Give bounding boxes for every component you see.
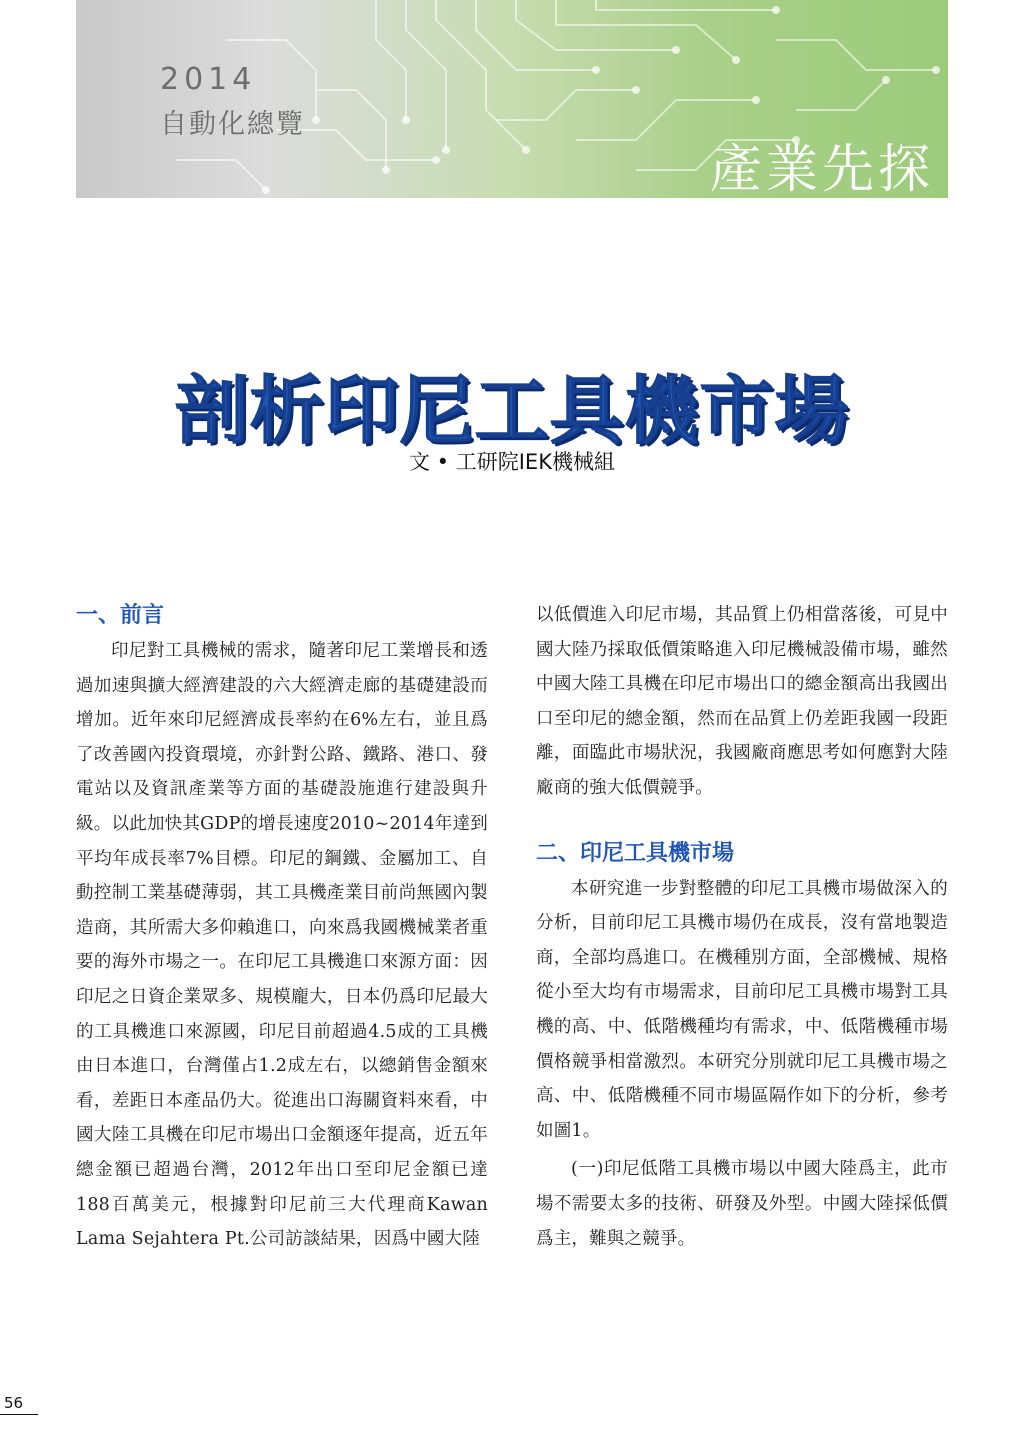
left-column (76, 598, 488, 1257)
section-label: 產業先探 (709, 142, 934, 198)
section-gap (536, 806, 948, 836)
article-title: 剖析印尼工具機市場 (174, 368, 850, 454)
market-paragraph-1: 本研究進一步對整體的印尼工具機市場做深入的分析，目前印尼工具機市場仍在成長，沒有當地製造商，全部均爲進口。在機種別方面，全部機械、規格從小至大均有市場需求，目前印尼工具機市場對工具機的高、中、低階機種均有需求，中、低階機種市場價格競爭相當激烈。本研究分別就印尼工具機市場之高、中、低階機種不同市場區隔作如下的分析，參考如圖1。 (536, 878, 948, 1141)
header-banner (76, 0, 948, 198)
page-number: 56 (0, 1394, 38, 1415)
intro-paragraph: 印尼對工具機械的需求，隨著印尼工業增長和透過加速與擴大經濟建設的六大經濟走廊的基礎建設而增加。近年來印尼經濟成長率約在6%左右，並且爲了改善國內投資環境，亦針對公路、鐵路、港口、發電站以及資訊產業等方面的基礎設施進行建設與升級。以此加快其GDP的增長速度2010~2014年達到平均年成長率7%目標。印尼的鋼鐵、金屬加工、自動控制工業基礎薄弱，其工具機產業目前尚無國內製造商，其所需大多仰賴進口，向來爲我國機械業者重要的海外市場之一。在印尼工具機進口來源方面：因印尼之日資企業眾多、規模龐大，日本仍爲印尼最大的工具機進口來源國，印尼目前超過4.5成的工具機由日本進口，台灣僅占1.2成左右，以總銷售金額來看，差距日本產品仍大。從進出口海關資料來看，中國大陸工具機在印尼市場出口金額逐年提高，近五年總金額已超過台灣，2012年出口至印尼金額已達188百萬美元，根據對印尼前三大代理商Kawan Lama Sejahtera Pt.公司訪談結果，因爲中國大陸 (76, 641, 488, 1250)
market-paragraph-2: (一)印尼低階工具機市場以中國大陸爲主，此市場不需要太多的技術、研發及外型。中國大陸採低價爲主，難與之競爭。 (536, 1159, 948, 1249)
right-column (536, 598, 948, 1256)
section-heading-market: 二、印尼工具機市場 (536, 840, 735, 866)
publication-year: 2014 (160, 62, 257, 97)
section-heading-intro: 一、前言 (76, 603, 165, 628)
article-byline: 文 • 工研院IEK機械組 (409, 450, 615, 474)
publication-name: 自動化總覽 (160, 109, 305, 140)
continued-paragraph: 以低價進入印尼市場，其品質上仍相當落後，可見中國大陸乃採取低價策略進入印尼機械設備市場，雖然中國大陸工具機在印尼市場出口的總金額高出我國出口至印尼的總金額，然而在品質上仍差距我國一段距離，面臨此市場狀況，我國廠商應思考如何應對大陸廠商的強大低價競爭。 (536, 605, 948, 798)
